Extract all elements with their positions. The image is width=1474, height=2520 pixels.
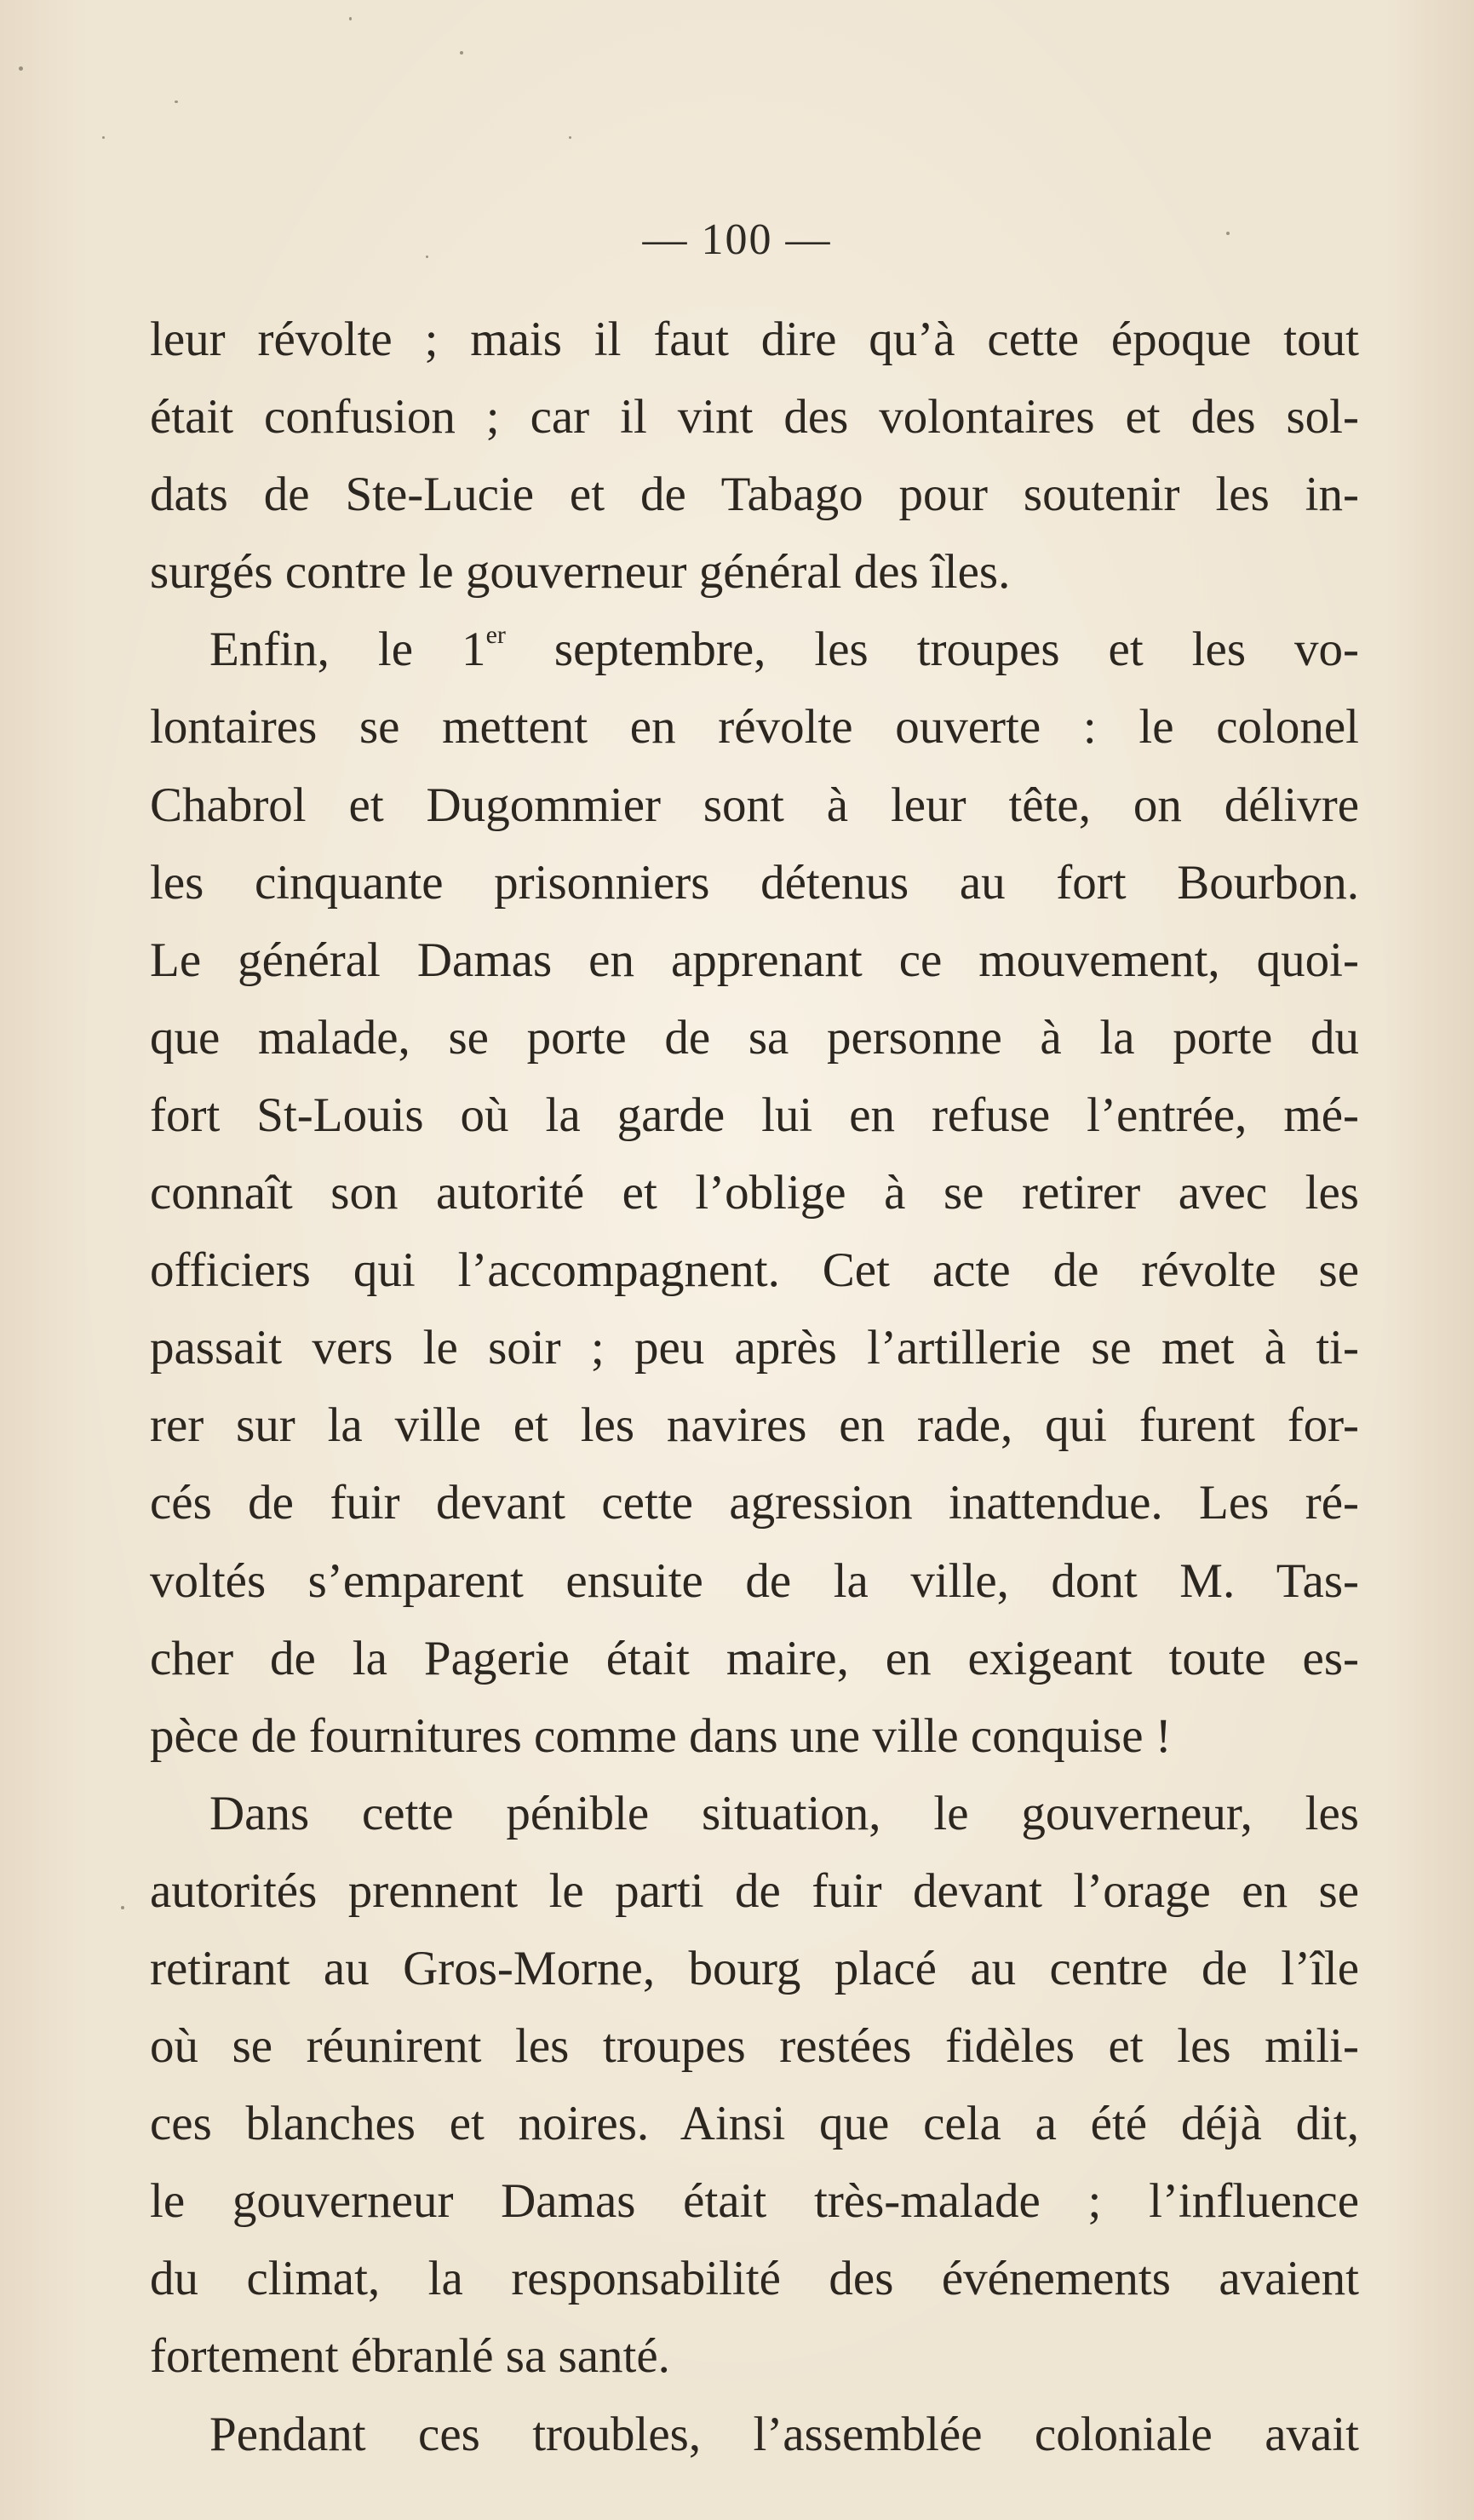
ordinal-superscript: er: [485, 621, 506, 650]
text-line: Le général Damas en apprenant ce mouvement, quoi-: [150, 933, 1359, 987]
text-line: que malade, se porte de sa personne à la porte du: [150, 1010, 1359, 1065]
text-line: rer sur la ville et les navires en rade, qui furent for-: [150, 1398, 1359, 1453]
paper-speck: [121, 1906, 124, 1909]
text-line: dats de Ste-Lucie et de Tabago pour soutenir les in-: [150, 468, 1359, 522]
text-line: Pendant ces troubles, l’assemblée coloniale avait: [209, 2407, 1359, 2461]
paper-speck: [102, 136, 105, 139]
paper-speck: [175, 100, 178, 103]
text-line: cher de la Pagerie était maire, en exigeant toute es-: [150, 1631, 1359, 1685]
text-line: surgés contre le gouverneur général des îles.: [150, 545, 1011, 600]
date-prefix: Enfin, le 1: [209, 623, 486, 677]
text-line: retirant au Gros-Morne, bourg placé au centre de l’île: [150, 1941, 1359, 1995]
paper-speck: [349, 17, 352, 20]
text-line: fort St-Louis où la garde lui en refuse l’entrée, mé-: [150, 1088, 1359, 1142]
text-line: cés de fuir devant cette agression inattendue. Les ré-: [150, 1476, 1359, 1530]
body-text: [150, 301, 1359, 2473]
text-line: était confusion ; car il vint des volontaires et des sol-: [150, 390, 1359, 445]
text-line: ces blanches et noires. Ainsi que cela a été déjà dit,: [150, 2097, 1359, 2151]
text-line: du climat, la responsabilité des événements avaient: [150, 2252, 1359, 2306]
text-line: voltés s’emparent ensuite de la ville, dont M. Tas-: [150, 1553, 1359, 1608]
text-line: lontaires se mettent en révolte ouverte : le colonel: [150, 700, 1359, 755]
paper-speck: [19, 66, 23, 71]
text-line: Dans cette pénible situation, le gouverneur, les: [209, 1786, 1359, 1840]
text-line: le gouverneur Damas était très-malade ; l’influence: [150, 2174, 1359, 2229]
text-line: officiers qui l’accompagnent. Cet acte de révolte se: [150, 1243, 1359, 1298]
text-line: passait vers le soir ; peu après l’artillerie se met à ti-: [150, 1321, 1359, 1375]
text-line: connaît son autorité et l’oblige à se retirer avec les: [150, 1166, 1359, 1220]
paper-speck: [460, 51, 463, 55]
text-line: fortement ébranlé sa santé.: [150, 2329, 670, 2384]
text-line: leur révolte ; mais il faut dire qu’à cette époque tout: [150, 313, 1359, 366]
date-suffix: septembre, les troupes et les vo-: [505, 623, 1359, 677]
text-line: pèce de fournitures comme dans une ville conquise !: [150, 1708, 1172, 1763]
text-line: où se réunirent les troupes restées fidèles et les mili-: [150, 2019, 1359, 2074]
paper-speck: [569, 136, 571, 139]
page-number: — 100 —: [642, 215, 832, 264]
text-line: autorités prennent le parti de fuir devant l’orage en se: [150, 1863, 1359, 1918]
text-line: [150, 611, 1359, 688]
text-line: les cinquante prisonniers détenus au fort Bourbon.: [150, 855, 1359, 910]
text-line: Chabrol et Dugommier sont à leur tête, on délivre: [150, 778, 1359, 832]
